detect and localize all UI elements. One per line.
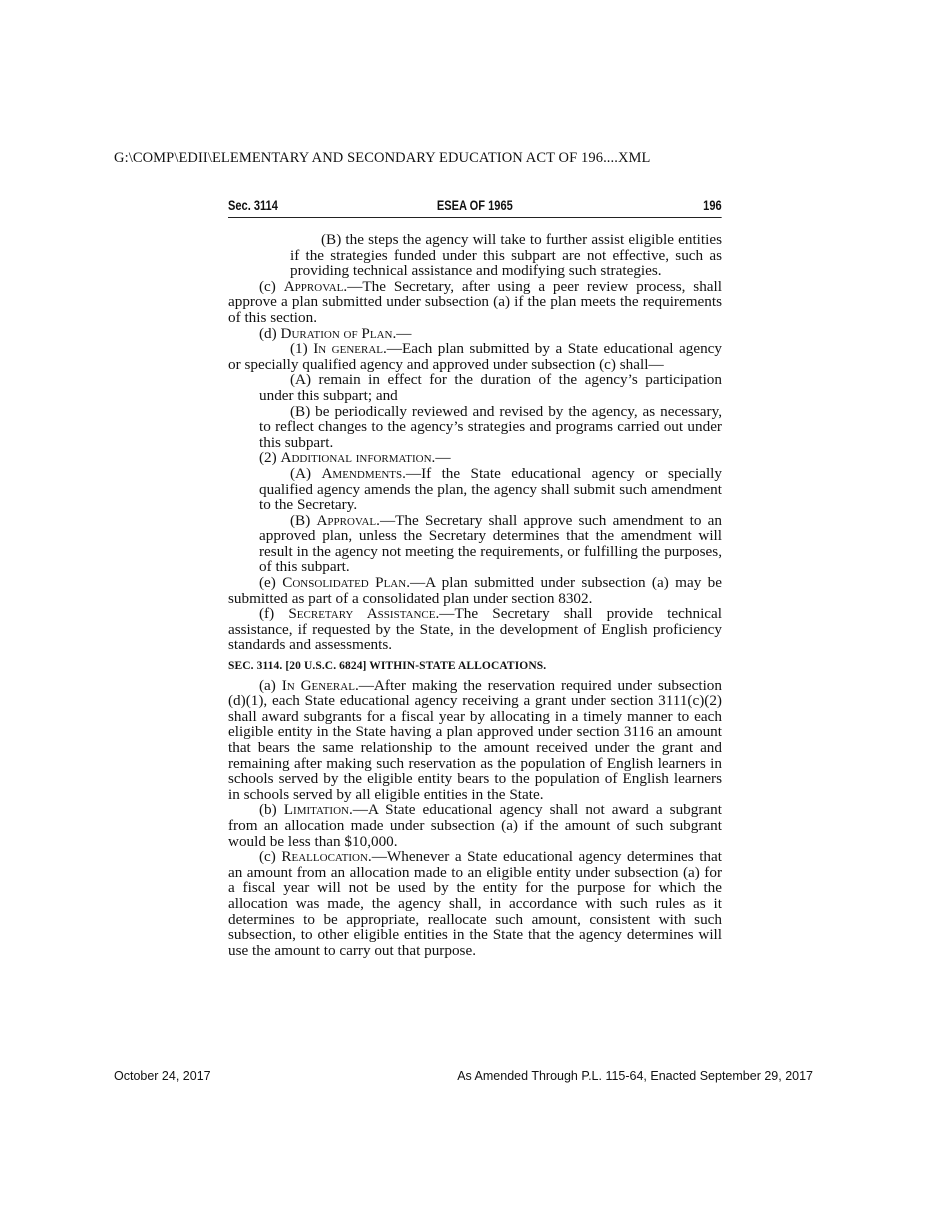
paragraph: (A) remain in effect for the duration of the agency’s participation under this subpart; and (259, 371, 722, 404)
paragraph: (a) In General.—After making the reservation required under subsection (d)(1), each State educational agency receiving a grant under section 3111(c)(2) shall award subgrants for a fiscal year by allocating in a timely manner to each eligible entity in the State having a plan approved under section 3116 an amount that bears the same relationship to the amount received under the grant and remaining after making such reservation as the population of English learners in schools served by the eligible entity bears to the population of English learners in schools served by all eligible entities in the State. (228, 676, 722, 803)
page-header (228, 197, 722, 218)
paragraph: (B) Approval.—The Secretary shall approve such amendment to an approved plan, unless the Secretary determines that the amendment will result in the agency not meeting the requirements, or fulfilling the purposes, of this subpart. (259, 511, 723, 576)
paragraph: (1) In general.—Each plan submitted by a State educational agency or specially qualified agency and approved under subsection (c) shall— (228, 340, 723, 373)
file-path: G:\COMP\EDII\ELEMENTARY AND SECONDARY EDUCATION ACT OF 196....XML (114, 150, 651, 166)
footer-amended-note: As Amended Through P.L. 115-64, Enacted September 29, 2017 (457, 1069, 813, 1083)
document-body (228, 232, 722, 958)
footer-date: October 24, 2017 (114, 1069, 211, 1083)
section-heading: SEC. 3114. [20 U.S.C. 6824] WITHIN-STATE ALLOCATIONS. (228, 660, 547, 673)
paragraph: (2) Additional information.— (259, 449, 451, 467)
paragraph: (B) the steps the agency will take to further assist eligible entities if the strategies funded under this subpart are not effective, such as providing technical assistance and modifying such strategies. (290, 231, 722, 280)
paragraph: (f) Secretary Assistance.—The Secretary shall provide technical assistance, if requested by the State, in the development of English proficiency standards and assessments. (228, 605, 722, 654)
paragraph: (A) Amendments.—If the State educational agency or specially qualified agency amends the plan, the agency shall submit such amendment to the Secretary. (259, 464, 722, 514)
paragraph: (e) Consolidated Plan.—A plan submitted under subsection (a) may be submitted as part of a consolidated plan under section 8302. (228, 574, 723, 607)
paragraph: (b) Limitation.—A State educational agency shall not award a subgrant from an allocation made under subsection (a) if the amount of such subgrant would be less than $10,000. (228, 801, 722, 850)
paragraph: (c) Approval.—The Secretary, after using a peer review process, shall approve a plan submitted under subsection (a) if the plan meets the requirements of this section. (228, 277, 722, 326)
header-section: Sec. 3114 (228, 198, 278, 213)
paragraph: (d) Duration of Plan.— (259, 324, 412, 342)
header-title: ESEA OF 1965 (436, 198, 513, 213)
paragraph: (c) Reallocation.—Whenever a State educational agency determines that an amount from an allocation made to an eligible entity under subsection (a) for a fiscal year will not be used by the entity for the purpose for which the allocation was made, the agency shall, in accordance with such rules as it determines to be appropriate, reallocate such amount, consistent with such subsection, to other eligible entities in the State that the agency determines will use the amount to carry out that purpose. (228, 848, 722, 959)
paragraph: (B) be periodically reviewed and revised by the agency, as necessary, to reflect changes to the agency’s strategies and programs carried out under this subpart. (259, 402, 722, 451)
header-page-number: 196 (703, 198, 722, 213)
